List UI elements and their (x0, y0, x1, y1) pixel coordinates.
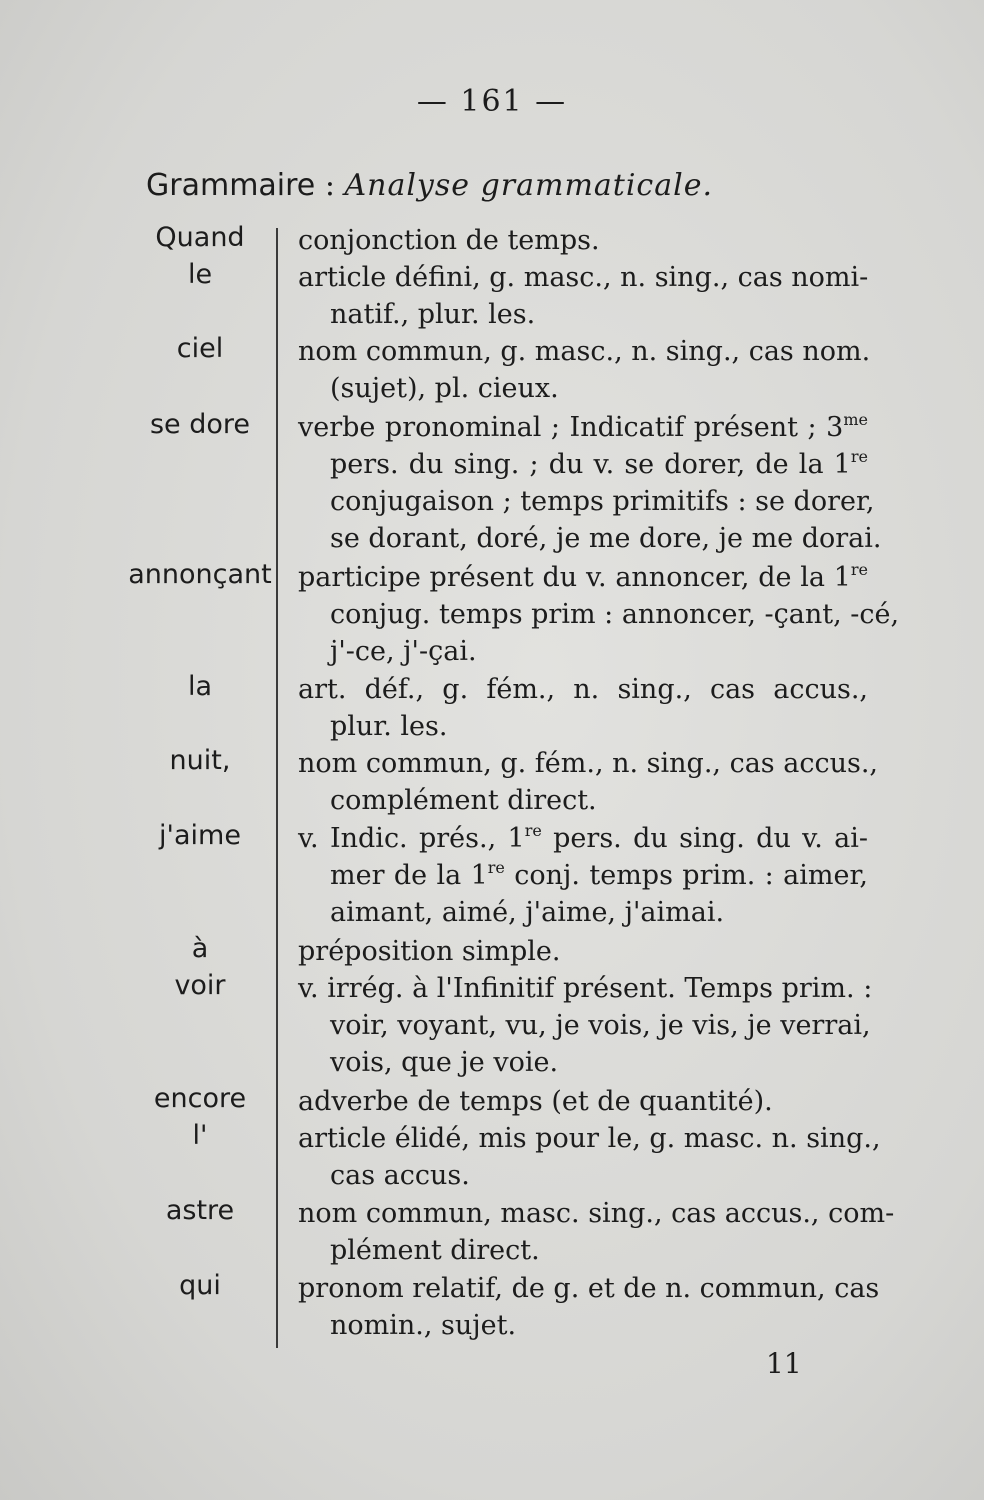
column-divider (276, 228, 278, 1348)
analysis-line: article défini, g. masc., n. sing., cas nomi- (298, 262, 869, 293)
analysis-line: (sujet), pl. cieux. (330, 373, 559, 404)
heading-label: Grammaire (146, 168, 316, 203)
analysis-line: v. irrég. à l'Infinitif présent. Temps prim. : (298, 973, 873, 1004)
analyzed-word: encore (153, 1083, 247, 1114)
analysis-line: article élidé, mis pour le, g. masc. n. sing., (298, 1123, 881, 1154)
analyzed-word: se dore (149, 409, 251, 440)
analyzed-word: annonçant (128, 559, 272, 590)
analyzed-word: l' (192, 1120, 208, 1151)
analysis-line: nom commun, masc. sing., cas accus., com- (298, 1198, 895, 1229)
analyzed-word: voir (174, 970, 226, 1001)
analysis-line: mer de la 1re conj. temps prim. : aimer, (330, 858, 868, 891)
analysis-line: natif., plur. les. (330, 299, 536, 330)
analysis-line: vois, que je voie. (330, 1047, 559, 1078)
analysis-line: pronom relatif, de g. et de n. commun, cas (298, 1273, 880, 1304)
analysis-line: j'-ce, j'-çai. (330, 636, 477, 667)
analysis-line: nom commun, g. masc., n. sing., cas nom. (298, 336, 871, 367)
analyzed-word: astre (165, 1195, 235, 1226)
analysis-line: se dorant, doré, je me dore, je me dorai. (330, 523, 882, 554)
analysis-line: aimant, aimé, j'aime, j'aimai. (330, 897, 725, 928)
analyzed-word: à (191, 933, 209, 964)
analysis-line: nomin., sujet. (330, 1310, 517, 1341)
analysis-line: cas accus. (330, 1160, 470, 1191)
analysis-line: complément direct. (330, 785, 597, 816)
analysis-line: participe présent du v. annoncer, de la 1re (298, 560, 868, 593)
heading-title: Analyse grammaticale. (344, 168, 714, 203)
signature-mark: 11 (766, 1347, 802, 1380)
analysis-line: conjonction de temps. (298, 225, 600, 256)
analyzed-word: le (187, 259, 213, 290)
analysis-line: art. déf., g. fém., n. sing., cas accus., (298, 674, 868, 705)
analyzed-word: qui (179, 1270, 221, 1301)
analyzed-word: ciel (176, 333, 224, 364)
analysis-line: préposition simple. (298, 936, 561, 967)
page-number: — 161 — (416, 84, 568, 119)
section-heading (146, 168, 713, 203)
heading-separator: : (324, 168, 335, 203)
analysis-line: v. Indic. prés., 1re pers. du sing. du v. ai- (298, 821, 868, 854)
analyzed-word: la (187, 671, 213, 702)
analyzed-word: Quand (155, 222, 245, 253)
analysis-line: nom commun, g. fém., n. sing., cas accus., (298, 748, 878, 779)
analysis-line: conjug. temps prim : annoncer, -çant, -cé, (330, 599, 900, 630)
analyzed-word: j'aime (159, 820, 241, 851)
analyzed-word: nuit, (169, 745, 231, 776)
analysis-line: plur. les. (330, 711, 448, 742)
analysis-line: pers. du sing. ; du v. se dorer, de la 1re (330, 447, 868, 480)
analysis-line: plément direct. (330, 1235, 540, 1266)
analysis-line: conjugaison ; temps primitifs : se dorer, (330, 486, 875, 517)
analysis-line: adverbe de temps (et de quantité). (298, 1086, 773, 1117)
analysis-line: verbe pronominal ; Indicatif présent ; $3^{me}$ (298, 410, 868, 443)
analysis-line: voir, voyant, vu, je vois, je vis, je verrai, (330, 1010, 871, 1041)
